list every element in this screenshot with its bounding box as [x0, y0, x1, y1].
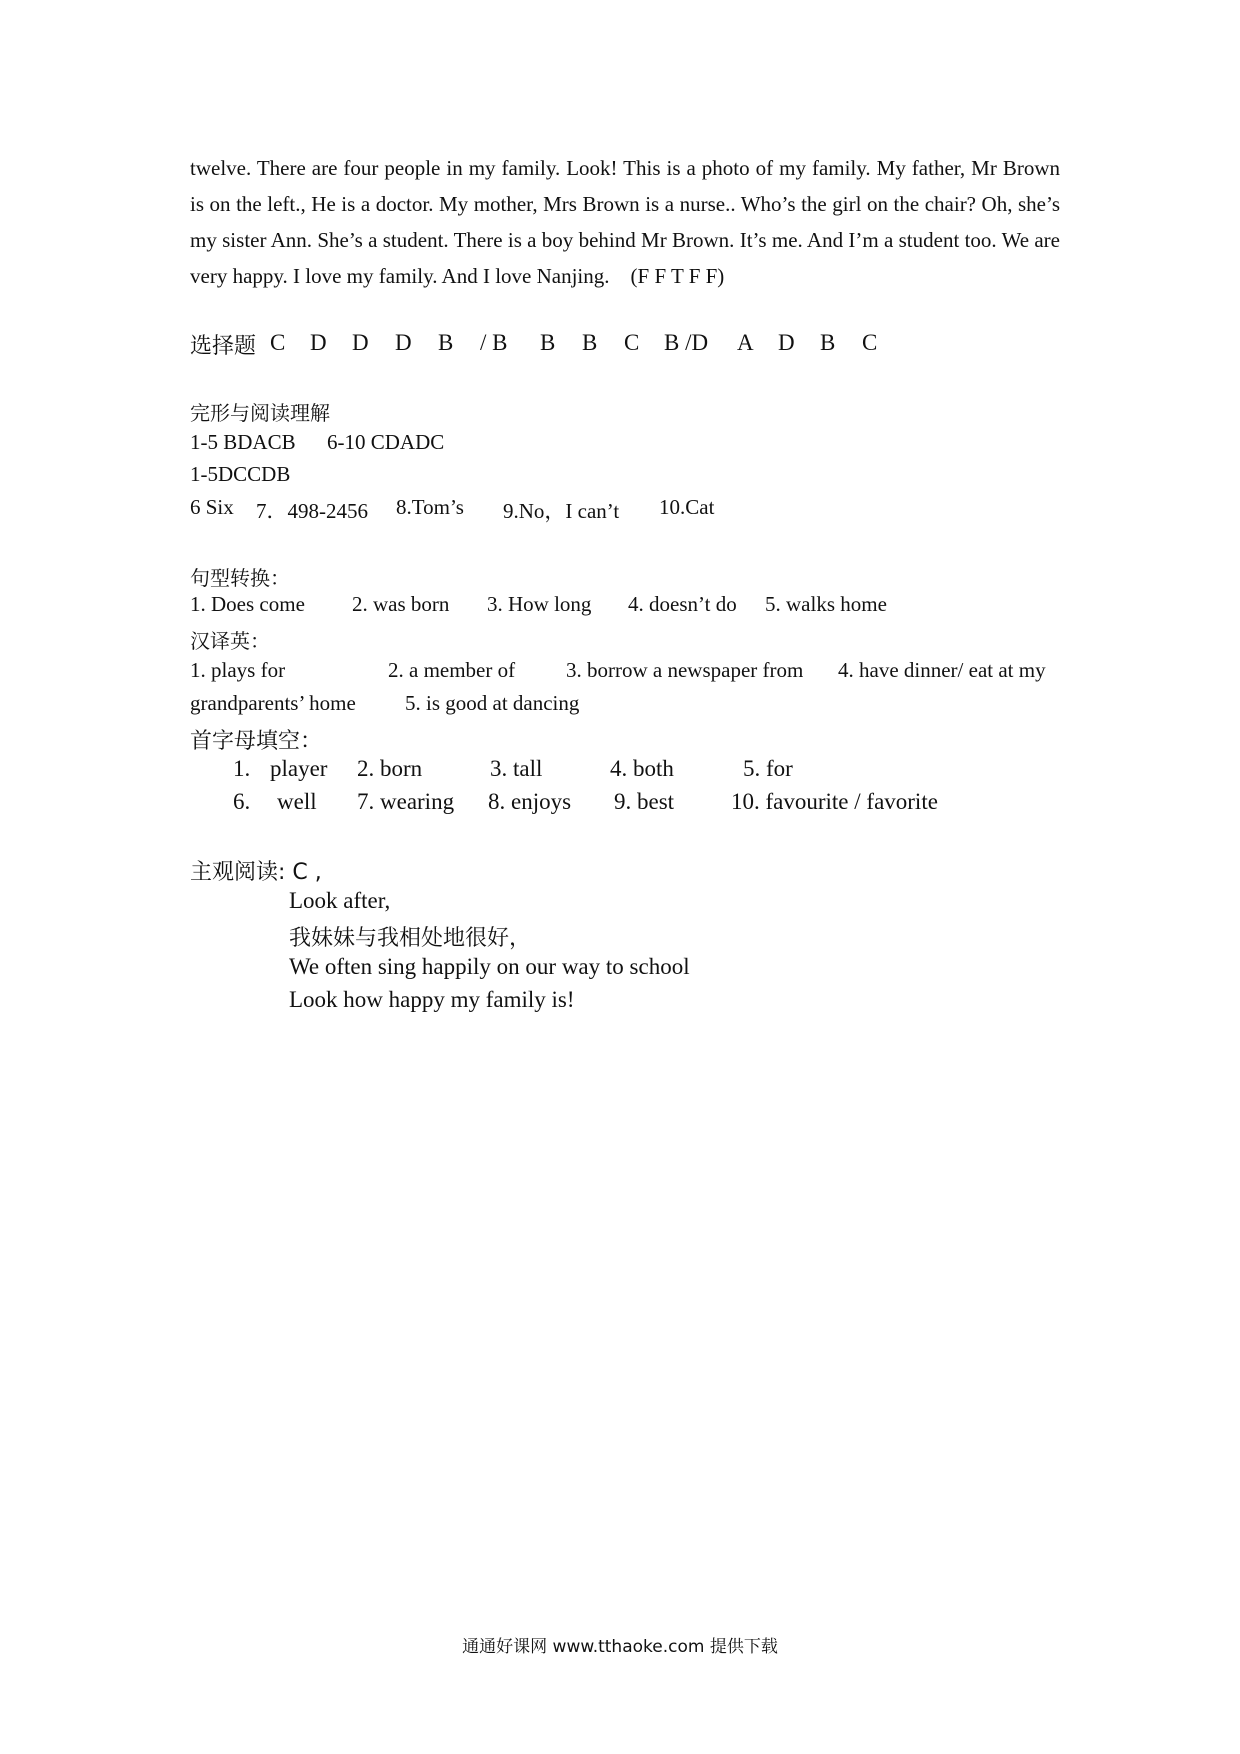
- sentence-transform-heading: 句型转换：: [190, 566, 290, 590]
- initial-letter-answer: 8. enjoys: [488, 789, 572, 814]
- translation-answer: 2. a member of: [388, 658, 516, 682]
- translation-answer-cont: grandparents’ home: [190, 691, 356, 715]
- mc-answer: B: [820, 330, 836, 355]
- initial-letter-heading: 首字母填空：: [190, 729, 323, 754]
- initial-letter-answer: 10. favourite / favorite: [731, 789, 938, 814]
- translation-heading: 汉译英：: [190, 629, 270, 653]
- initial-letter-answer: 2. born: [357, 756, 423, 781]
- reading-answer-6: 6 Six: [190, 495, 234, 519]
- transform-answer: 3. How long: [487, 592, 592, 616]
- subjective-reading-heading: 主观阅读: C ,: [190, 860, 322, 885]
- initial-letter-answer: well: [277, 789, 317, 814]
- reading-answers-1-5: 1-5DCCDB: [190, 462, 291, 486]
- reading-passage: [190, 150, 1060, 294]
- subjective-answer: 我妹妹与我相处地很好，: [289, 926, 532, 951]
- multiple-choice-line: [190, 330, 1070, 362]
- mc-answer: C: [862, 330, 878, 355]
- reading-answer-8: 8.Tom’s: [396, 495, 464, 519]
- subjective-answer: Look after,: [289, 888, 391, 913]
- cloze-answers-6-10: 6-10 CDADC: [327, 430, 445, 454]
- mc-answer: / B: [480, 330, 508, 355]
- multiple-choice-label: 选择题: [190, 334, 257, 359]
- mc-answer: D: [778, 330, 795, 355]
- transform-answer: 4. doesn’t do: [628, 592, 737, 616]
- initial-letter-answer: 7. wearing: [357, 789, 455, 814]
- mc-answer: A: [737, 330, 754, 355]
- translation-answer: 4. have dinner/ eat at my: [838, 658, 1046, 682]
- initial-letter-answer: 5. for: [743, 756, 793, 781]
- subjective-answer: Look how happy my family is!: [289, 987, 575, 1012]
- mc-answer: D: [395, 330, 412, 355]
- initial-letter-num: 1.: [233, 756, 251, 781]
- translation-answer: 3. borrow a newspaper from: [566, 658, 804, 682]
- initial-letter-answer: 3. tall: [490, 756, 543, 781]
- reading-answer-10: 10.Cat: [659, 495, 715, 519]
- mc-answer: D: [310, 330, 327, 355]
- cloze-reading-heading: 完形与阅读理解: [190, 401, 330, 425]
- mc-answer: B: [582, 330, 598, 355]
- transform-answer: 1. Does come: [190, 592, 305, 616]
- translation-answer: 1. plays for: [190, 658, 286, 682]
- page-footer: 通通好课网 www.tthaoke.com 提供下载: [462, 1637, 778, 1657]
- translation-answer: 5. is good at dancing: [405, 691, 580, 715]
- transform-answer: 2. was born: [352, 592, 450, 616]
- initial-letter-answer: player: [270, 756, 328, 781]
- mc-answer: B: [438, 330, 454, 355]
- passage-answers: (F F T F F): [630, 264, 725, 288]
- transform-answer: 5. walks home: [765, 592, 887, 616]
- cloze-answers-1-5: 1-5 BDACB: [190, 430, 296, 454]
- mc-answer: B /D: [664, 330, 709, 355]
- initial-letter-answer: 4. both: [610, 756, 674, 781]
- passage-text: twelve. There are four people in my family. Look! This is a photo of my family. My father, Mr Brown is on the left., He is a doctor. My mother, Mrs Brown is a nurse.. Who’s the girl on the chair? Oh, she’s my sister Ann. She’s a student. There is a boy behind Mr Brown. It’s me. And I’m a student too. We are very happy. I love my family. And I love Nanjing.: [190, 156, 1060, 288]
- mc-answer: B: [540, 330, 556, 355]
- initial-letter-answer: 9. best: [614, 789, 675, 814]
- mc-answer: C: [624, 330, 640, 355]
- mc-answer: D: [352, 330, 369, 355]
- reading-answer-7: 7．498-2456: [256, 499, 368, 523]
- initial-letter-num: 6.: [233, 789, 251, 814]
- reading-answer-9: 9.No，I can’t: [503, 499, 620, 523]
- subjective-answer: We often sing happily on our way to school: [289, 954, 690, 979]
- mc-answer: C: [270, 330, 286, 355]
